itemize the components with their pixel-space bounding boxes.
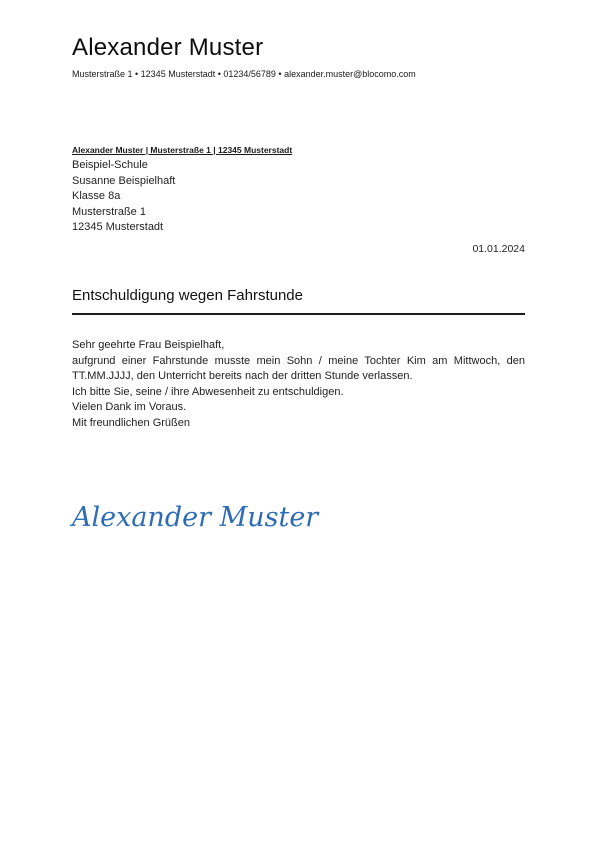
date-row	[72, 243, 525, 255]
recipient-address-block	[72, 158, 175, 236]
return-address-line: Alexander Muster | Musterstraße 1 | 12345 Musterstadt	[72, 145, 293, 155]
closing-line: Mit freundlichen Grüßen	[72, 416, 190, 429]
subject-line: Entschuldigung wegen Fahrstunde	[72, 287, 525, 315]
recipient-line-street: Musterstraße 1	[72, 205, 146, 218]
body-paragraph-main: aufgrund einer Fahrstunde musste mein Sohn / meine Tochter Kim am Mittwoch, den TT.MM.JJJJ, den Unterricht bereits nach der dritten Stunde verlassen.	[72, 354, 525, 382]
body-paragraph-thanks: Vielen Dank im Voraus.	[72, 401, 187, 413]
letter-body	[72, 338, 525, 431]
salutation: Sehr geehrte Frau Beispielhaft,	[72, 339, 225, 351]
sender-name: Alexander Muster	[72, 34, 264, 61]
signature: Alexander Muster	[72, 502, 319, 533]
body-paragraph-request: Ich bitte Sie, seine / ihre Abwesenheit zu entschuldigen.	[72, 385, 344, 398]
recipient-line-person: Susanne Beispielhaft	[72, 174, 176, 187]
letter-date: 01.01.2024	[472, 243, 525, 255]
recipient-line-class: Klasse 8a	[72, 190, 121, 202]
recipient-line-city: 12345 Musterstadt	[72, 221, 164, 233]
sender-contact-line: Musterstraße 1 • 12345 Musterstadt • 01234/56789 • alexander.muster@blocomo.com	[72, 69, 416, 79]
recipient-line-school: Beispiel-Schule	[72, 159, 148, 171]
